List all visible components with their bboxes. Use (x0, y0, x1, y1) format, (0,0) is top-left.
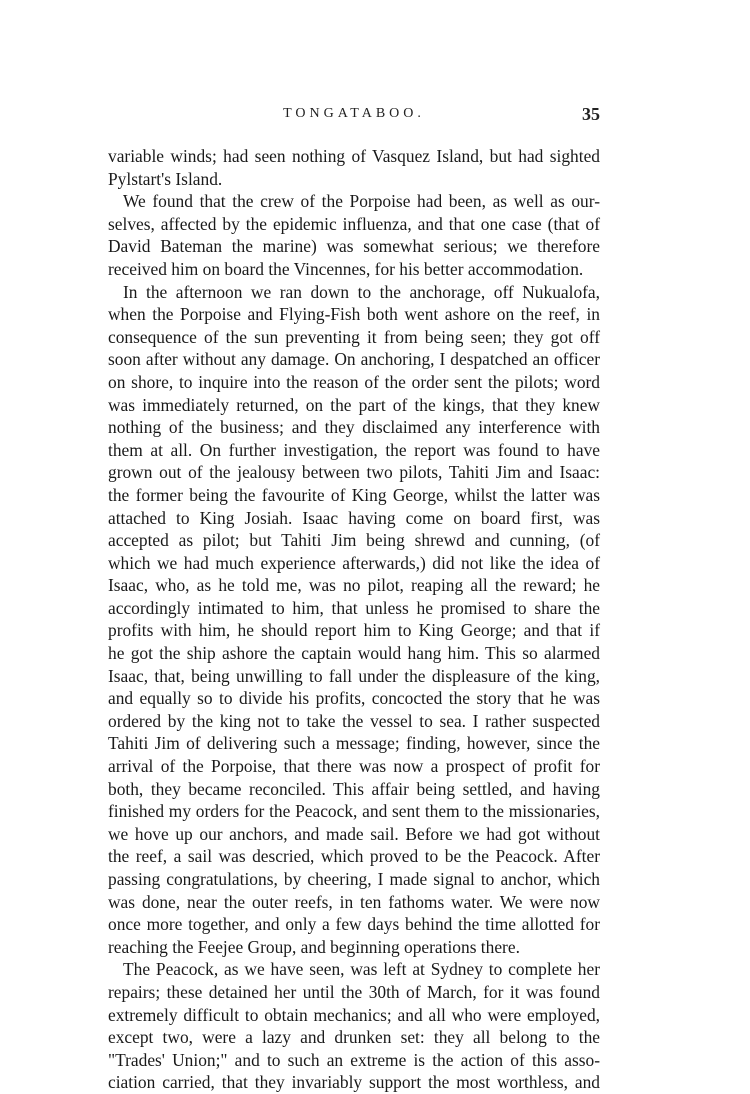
text-line: we hove up our anchors, and made sail. Before we had got without (108, 823, 600, 844)
text-line: profits with him, he should report him to King George; and that if (108, 620, 600, 641)
text-line: on shore, to inquire into the reason of the order sent the pilots; word (108, 371, 600, 392)
text-line: selves, affected by the epidemic influenza, and that one case (that of (108, 213, 600, 234)
text-line: arrival of the Porpoise, that there was now a prospect of profit for (108, 756, 600, 777)
page-number: 35 (582, 104, 600, 124)
text-line: consequence of the sun preventing it from being seen; they got off (108, 326, 600, 347)
text-line: except two, were a lazy and drunken set: they all belong to the (108, 1027, 600, 1048)
text-line: We found that the crew of the Porpoise had been, as well as our- (123, 191, 600, 212)
text-line: nothing of the business; and they disclaimed any interference with (108, 417, 600, 438)
text-line: "Trades' Union;" and to such an extreme is the action of this asso- (108, 1049, 600, 1070)
text-line: was done, near the outer reefs, in ten fathoms water. We were now (108, 891, 600, 912)
body-text (108, 145, 600, 1094)
running-title: TONGATABOO. (283, 106, 425, 121)
text-line: both, they became reconciled. This affair being settled, and having (108, 778, 600, 799)
text-line: passing congratulations, by cheering, I made signal to anchor, which (108, 869, 600, 889)
paragraph (108, 958, 600, 1094)
text-line: ordered by the king not to take the vessel to sea. I rather suspected (108, 710, 600, 731)
text-line: when the Porpoise and Flying-Fish both went ashore on the reef, in (108, 304, 600, 325)
text-line: which we had much experience afterwards,) did not like the idea of (108, 552, 600, 573)
text-line: the former being the favourite of King George, whilst the latter was (108, 484, 600, 505)
text-line: In the afternoon we ran down to the anchorage, off Nukualofa, (123, 281, 600, 302)
text-line: ciation carried, that they invariably support the most worthless, and (108, 1072, 600, 1093)
text-line: them at all. On further investigation, the report was found to have (108, 439, 600, 460)
text-line: he got the ship ashore the captain would hang him. This so alarmed (108, 643, 600, 664)
text-line: variable winds; had seen nothing of Vasquez Island, but had sighted (108, 146, 600, 166)
paragraph (108, 281, 600, 959)
text-line: David Bateman the marine) was somewhat serious; we therefore (108, 236, 600, 257)
text-line: repairs; these detained her until the 30th of March, for it was found (108, 981, 600, 1002)
text-line: was immediately returned, on the part of the kings, that they knew (108, 394, 600, 415)
text-line: soon after without any damage. On anchoring, I despatched an officer (108, 349, 600, 370)
paragraph (108, 190, 600, 280)
text-line: accordingly intimated to him, that unless he promised to share the (108, 597, 600, 618)
running-head (108, 104, 600, 134)
text-line: accepted as pilot; but Tahiti Jim being shrewd and cunning, (of (108, 530, 600, 551)
text-line: once more together, and only a few days behind the time allotted for (108, 914, 600, 935)
text-line: grown out of the jealousy between two pilots, Tahiti Jim and Isaac: (108, 462, 600, 483)
text-line: reaching the Feejee Group, and beginning operations there. (108, 936, 520, 957)
text-line: received him on board the Vincennes, for his better accommodation. (108, 258, 584, 279)
text-line: Isaac, who, as he told me, was no pilot, reaping all the reward; he (108, 575, 600, 596)
text-line: Pylstart's Island. (108, 168, 223, 189)
text-line: The Peacock, as we have seen, was left at Sydney to complete her (123, 959, 600, 980)
text-line: Isaac, that, being unwilling to fall under the displeasure of the king, (108, 665, 600, 686)
paragraph (108, 145, 600, 190)
text-line: and equally so to divide his profits, concocted the story that he was (108, 688, 600, 709)
text-line: attached to King Josiah. Isaac having come on board first, was (108, 507, 600, 528)
text-line: extremely difficult to obtain mechanics; and all who were employed, (108, 1004, 600, 1025)
text-line: the reef, a sail was descried, which proved to be the Peacock. After (108, 846, 600, 867)
text-line: Tahiti Jim of delivering such a message; finding, however, since the (108, 733, 600, 754)
text-line: finished my orders for the Peacock, and sent them to the missionaries, (108, 801, 600, 822)
